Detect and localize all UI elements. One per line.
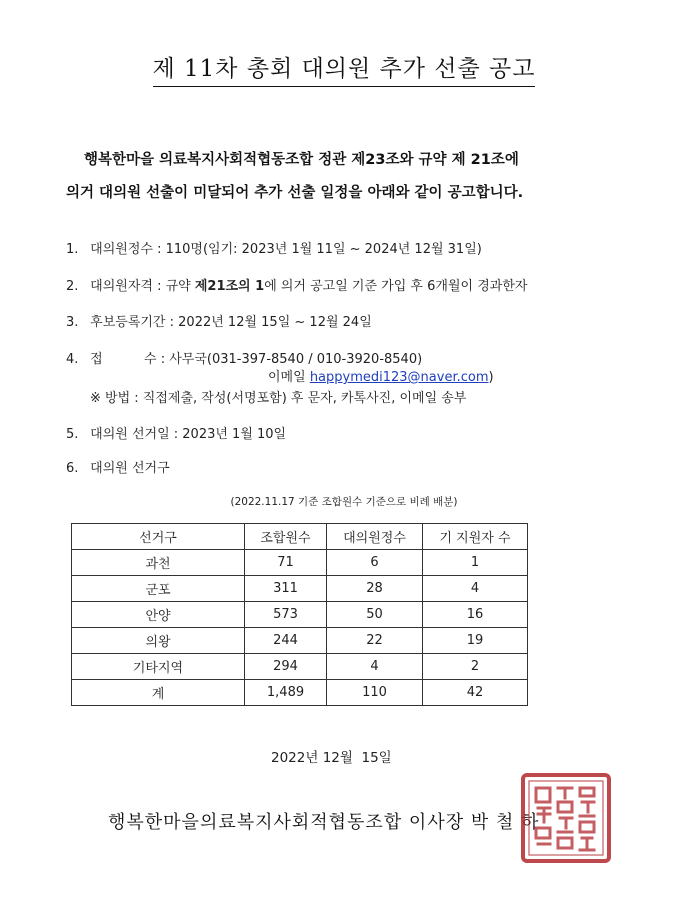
- cell-quota: 22: [327, 628, 423, 654]
- item-reception: 4. 접 수 : 사무국(031-397-8540 / 010-3920-8540): [66, 348, 422, 367]
- item-registration-period: 3. 후보등록기간 : 2022년 12월 15일 ~ 12월 24일: [66, 311, 372, 330]
- cell-applicants: 2: [423, 654, 528, 680]
- cell-quota: 6: [327, 550, 423, 576]
- table-header-row: [72, 524, 528, 550]
- item-quota: 1. 대의원정수 : 110명(임기: 2023년 1월 11일 ~ 2024년 12월 31일): [66, 238, 482, 257]
- item-value: 110명(임기: 2023년 1월 11일 ~ 2024년 12월 31일): [165, 242, 482, 257]
- item-qualification: 2. 대의원자격 : 규약 제21조의 1에 의거 공고일 기준 가입 후 6개월이 경과한자: [66, 275, 527, 294]
- table-total-row: [72, 680, 528, 706]
- cell-district: 군포: [72, 576, 245, 602]
- cell-quota: 4: [327, 654, 423, 680]
- item-value: 사무국(031-397-8540 / 010-3920-8540): [169, 352, 423, 367]
- table-row: [72, 602, 528, 628]
- cell-district: 안양: [72, 602, 245, 628]
- table-row: [72, 550, 528, 576]
- item-value: 2022년 12월 15일 ~ 12월 24일: [178, 315, 372, 330]
- header-cell: 대의원정수: [327, 524, 423, 550]
- email-link[interactable]: happymedi123@naver.com: [309, 370, 489, 385]
- cell-applicants: 1: [423, 550, 528, 576]
- intro-paragraph: [66, 144, 646, 210]
- cell-applicants: 42: [423, 680, 528, 706]
- cell-district: 과천: [72, 550, 245, 576]
- table-note: (2022.11.17 기준 조합원수 기준으로 비례 배분): [230, 496, 458, 508]
- intro-line-2: 의거 대의원 선출이 미달되어 추가 선출 일정을 아래와 같이 공고합니다.: [66, 185, 524, 201]
- item-constituency: 6. 대의원 선거구: [66, 457, 170, 476]
- bold-article: 제21조의 1: [194, 279, 265, 294]
- cell-members: 294: [245, 654, 327, 680]
- official-seal-icon: [520, 772, 612, 864]
- cell-members: 311: [245, 576, 327, 602]
- cell-district: 계: [72, 680, 245, 706]
- cell-district: 의왕: [72, 628, 245, 654]
- item-label: 접 수: [90, 352, 157, 367]
- header-cell: 기 지원자 수: [423, 524, 528, 550]
- item-election-date: 5. 대의원 선거일 : 2023년 1월 10일: [66, 423, 286, 442]
- cell-members: 71: [245, 550, 327, 576]
- notice-date: 2022년 12월 15일: [271, 750, 392, 766]
- cell-quota: 50: [327, 602, 423, 628]
- cell-district: 기타지역: [72, 654, 245, 680]
- cell-quota: 110: [327, 680, 423, 706]
- intro-line-1: 행복한마을 의료복지사회적협동조합 정관 제23조와 규약 제 21조에: [84, 152, 519, 168]
- reception-email-line: 이메일 happymedi123@naver.com): [268, 370, 494, 385]
- constituency-table: [71, 523, 528, 706]
- item-label: 대의원자격: [90, 279, 153, 294]
- document-title: 제 11차 총회 대의원 추가 선출 공고: [0, 50, 688, 83]
- header-cell: 선거구: [72, 524, 245, 550]
- cell-applicants: 16: [423, 602, 528, 628]
- cell-applicants: 4: [423, 576, 528, 602]
- header-cell: 조합원수: [245, 524, 327, 550]
- item-value: 2023년 1월 10일: [182, 427, 287, 442]
- item-label: 대의원정수: [90, 242, 153, 257]
- cell-quota: 28: [327, 576, 423, 602]
- cell-applicants: 19: [423, 628, 528, 654]
- cell-members: 244: [245, 628, 327, 654]
- signer-line: 행복한마을의료복지사회적협동조합 이사장 박 철 하: [108, 812, 540, 833]
- cell-members: 1,489: [245, 680, 327, 706]
- table-row: [72, 576, 528, 602]
- item-label: 대의원 선거일: [90, 427, 170, 442]
- table-row: [72, 628, 528, 654]
- reception-method: ※ 방법 : 직접제출, 작성(서명포함) 후 문자, 카톡사진, 이메일 송부: [90, 391, 467, 406]
- cell-members: 573: [245, 602, 327, 628]
- table-row: [72, 654, 528, 680]
- item-label: 후보등록기간: [90, 315, 166, 330]
- item-label: 대의원 선거구: [90, 461, 170, 476]
